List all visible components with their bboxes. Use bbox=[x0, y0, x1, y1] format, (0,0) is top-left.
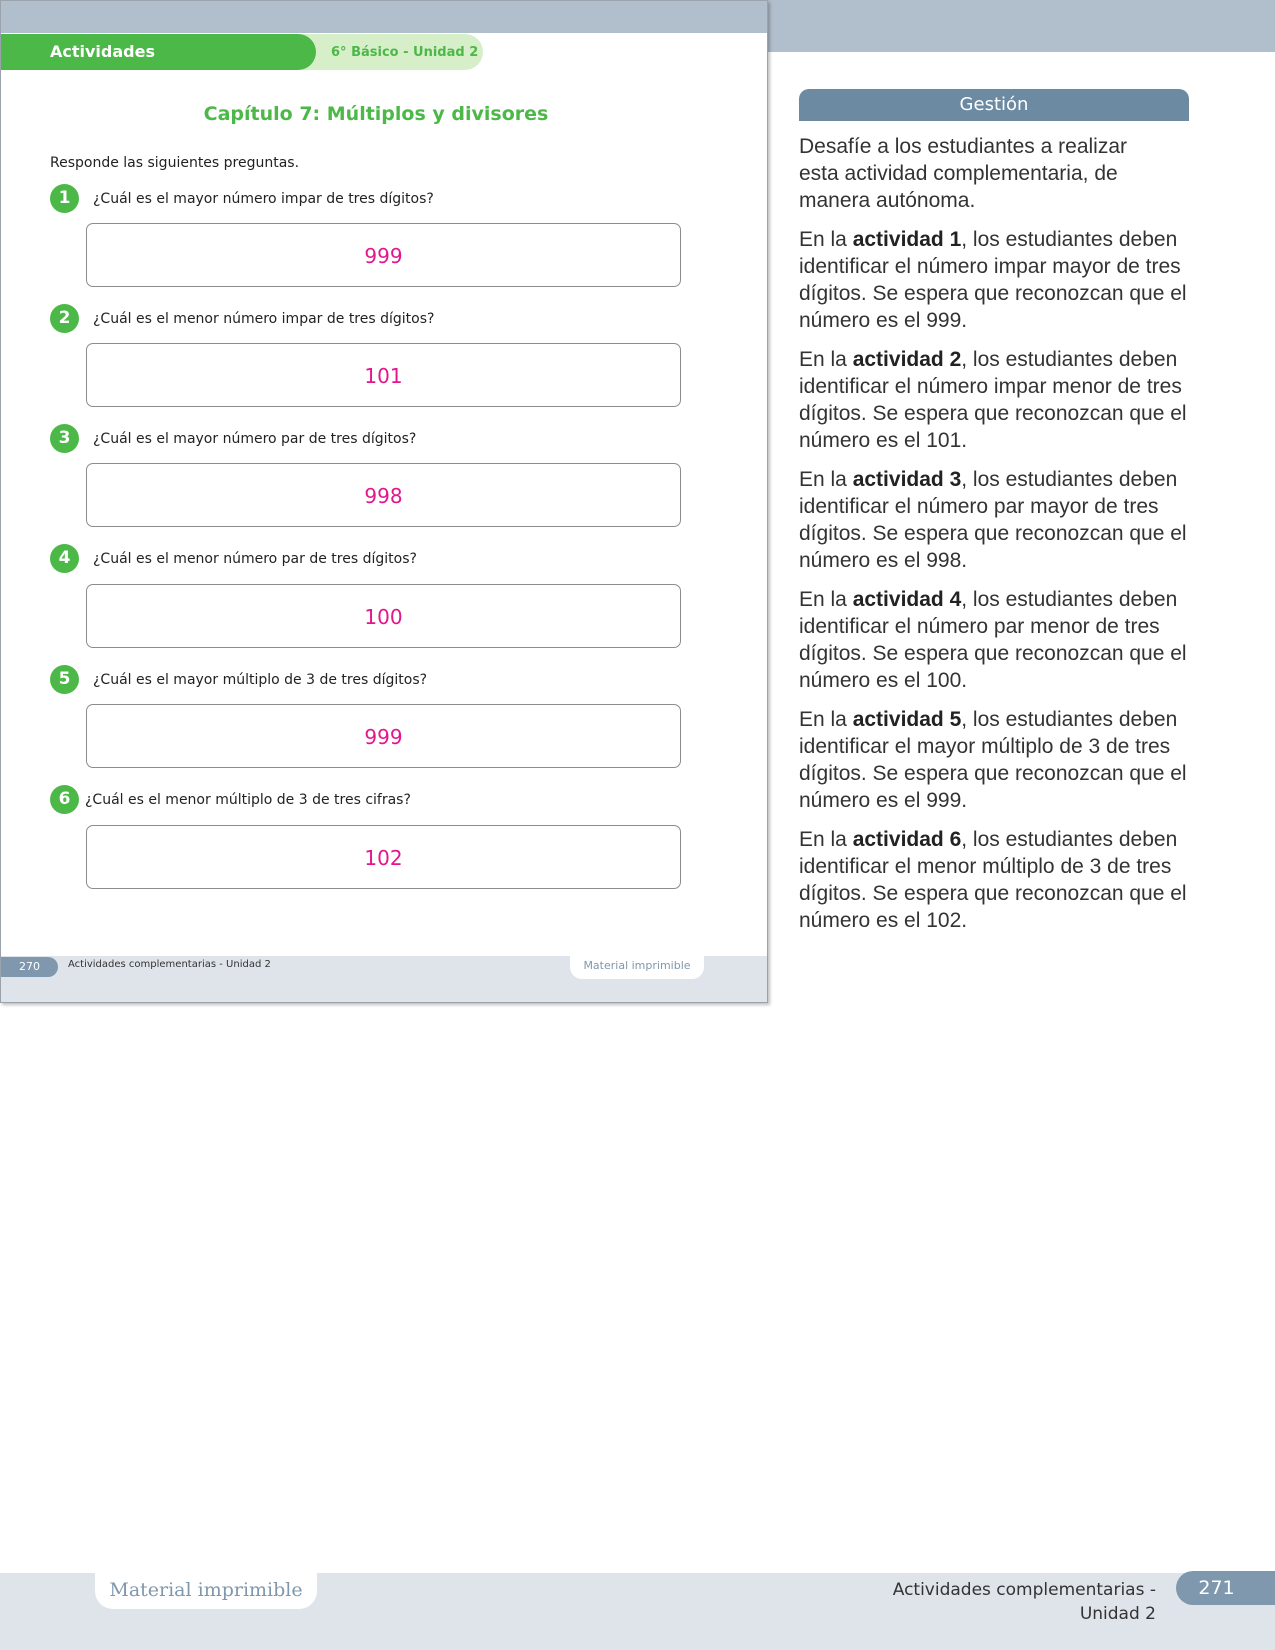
answer-box bbox=[86, 343, 681, 407]
gestion-item-prefix: En la bbox=[799, 228, 853, 251]
question-text: ¿Cuál es el menor múltiplo de 3 de tres cifras? bbox=[85, 792, 411, 808]
gestion-item bbox=[799, 346, 1199, 454]
gestion-item-prefix: En la bbox=[799, 468, 853, 491]
gestion-item-prefix: En la bbox=[799, 588, 853, 611]
gestion-item-prefix: En la bbox=[799, 828, 853, 851]
answer-value: 998 bbox=[364, 484, 403, 508]
section-tab: Actividades complementarias bbox=[1, 34, 316, 70]
page-number: 271 bbox=[1176, 1571, 1275, 1605]
gestion-item bbox=[799, 226, 1199, 334]
gestion-intro: Desafíe a los estudiantes a realizar esta actividad complementaria, de manera autónoma. bbox=[799, 135, 1128, 212]
gestion-item-text: , los estudiantes deben identificar el número impar menor de tres dígitos. Se espera que reconozcan que el número es el 101. bbox=[799, 348, 1187, 452]
gestion-item-bold: actividad 6 bbox=[852, 828, 962, 851]
question-text: ¿Cuál es el menor número par de tres dígitos? bbox=[93, 551, 417, 567]
answer-box bbox=[86, 825, 681, 889]
gestion-item bbox=[799, 466, 1199, 574]
answer-value: 101 bbox=[364, 364, 403, 388]
answer-box bbox=[86, 223, 681, 287]
question-number-badge: 6 bbox=[50, 785, 79, 814]
question-number-badge: 1 bbox=[50, 184, 79, 213]
footer-material-tab: Material imprimible bbox=[95, 1573, 317, 1609]
gestion-item-text: , los estudiantes deben identificar el número par menor de tres dígitos. Se espera que reconozcan que el número es el 100. bbox=[799, 588, 1187, 692]
footer-text: Actividades complementarias - Unidad 2 bbox=[68, 959, 271, 970]
embedded-student-page bbox=[0, 0, 768, 1003]
answer-value: 999 bbox=[364, 244, 403, 268]
footer-text: Actividades complementarias - Unidad 2 bbox=[892, 1580, 1156, 1624]
gestion-item bbox=[799, 706, 1199, 814]
question-number-badge: 3 bbox=[50, 424, 79, 453]
gestion-item-bold: actividad 2 bbox=[852, 348, 962, 371]
question-text: ¿Cuál es el mayor número par de tres dígitos? bbox=[93, 431, 417, 447]
question-number-badge: 4 bbox=[50, 544, 79, 573]
gestion-item-text: , los estudiantes deben identificar el menor múltiplo de 3 de tres dígitos. Se espera que reconozcan que el número es el 102. bbox=[799, 828, 1187, 932]
question-number-badge: 5 bbox=[50, 665, 79, 694]
grade-unit-tab: 6° Básico - Unidad 2 bbox=[291, 34, 483, 70]
gestion-item-text: , los estudiantes deben identificar el número impar mayor de tres dígitos. Se espera que reconozcan que el número es el 999. bbox=[799, 228, 1187, 332]
answer-box bbox=[86, 463, 681, 527]
gestion-item-text: , los estudiantes deben identificar el número par mayor de tres dígitos. Se espera que reconozcan que el número es el 998. bbox=[799, 468, 1187, 572]
question-number-badge: 2 bbox=[50, 304, 79, 333]
chapter-title: Capítulo 7: Múltiplos y divisores bbox=[203, 103, 549, 125]
page-number: 270 bbox=[1, 957, 58, 977]
top-header-band bbox=[768, 0, 1275, 52]
gestion-item-bold: actividad 5 bbox=[852, 708, 962, 731]
footer-tab: Material imprimible bbox=[570, 955, 704, 979]
question-text: ¿Cuál es el menor número impar de tres dígitos? bbox=[93, 311, 435, 327]
answer-value: 102 bbox=[364, 846, 403, 870]
gestion-item bbox=[799, 586, 1199, 694]
question-text: ¿Cuál es el mayor múltiplo de 3 de tres dígitos? bbox=[93, 672, 428, 688]
gestion-header: Gestión bbox=[799, 89, 1189, 121]
answer-value: 999 bbox=[364, 725, 403, 749]
gestion-item-bold: actividad 1 bbox=[852, 228, 962, 251]
gestion-item-prefix: En la bbox=[799, 708, 853, 731]
gestion-item-bold: actividad 3 bbox=[852, 468, 962, 491]
gestion-item-bold: actividad 4 bbox=[852, 588, 962, 611]
gestion-item-prefix: En la bbox=[799, 348, 853, 371]
gestion-item-text: , los estudiantes deben identificar el mayor múltiplo de 3 de tres dígitos. Se espera que reconozcan que el número es el 999. bbox=[799, 708, 1187, 812]
answer-box bbox=[86, 584, 681, 648]
answer-value: 100 bbox=[364, 605, 403, 629]
page-top-bar bbox=[1, 1, 767, 33]
gestion-item bbox=[799, 826, 1199, 934]
instruction-text: Responde las siguientes preguntas. bbox=[50, 155, 300, 171]
answer-box bbox=[86, 704, 681, 768]
question-text: ¿Cuál es el mayor número impar de tres dígitos? bbox=[93, 191, 434, 207]
